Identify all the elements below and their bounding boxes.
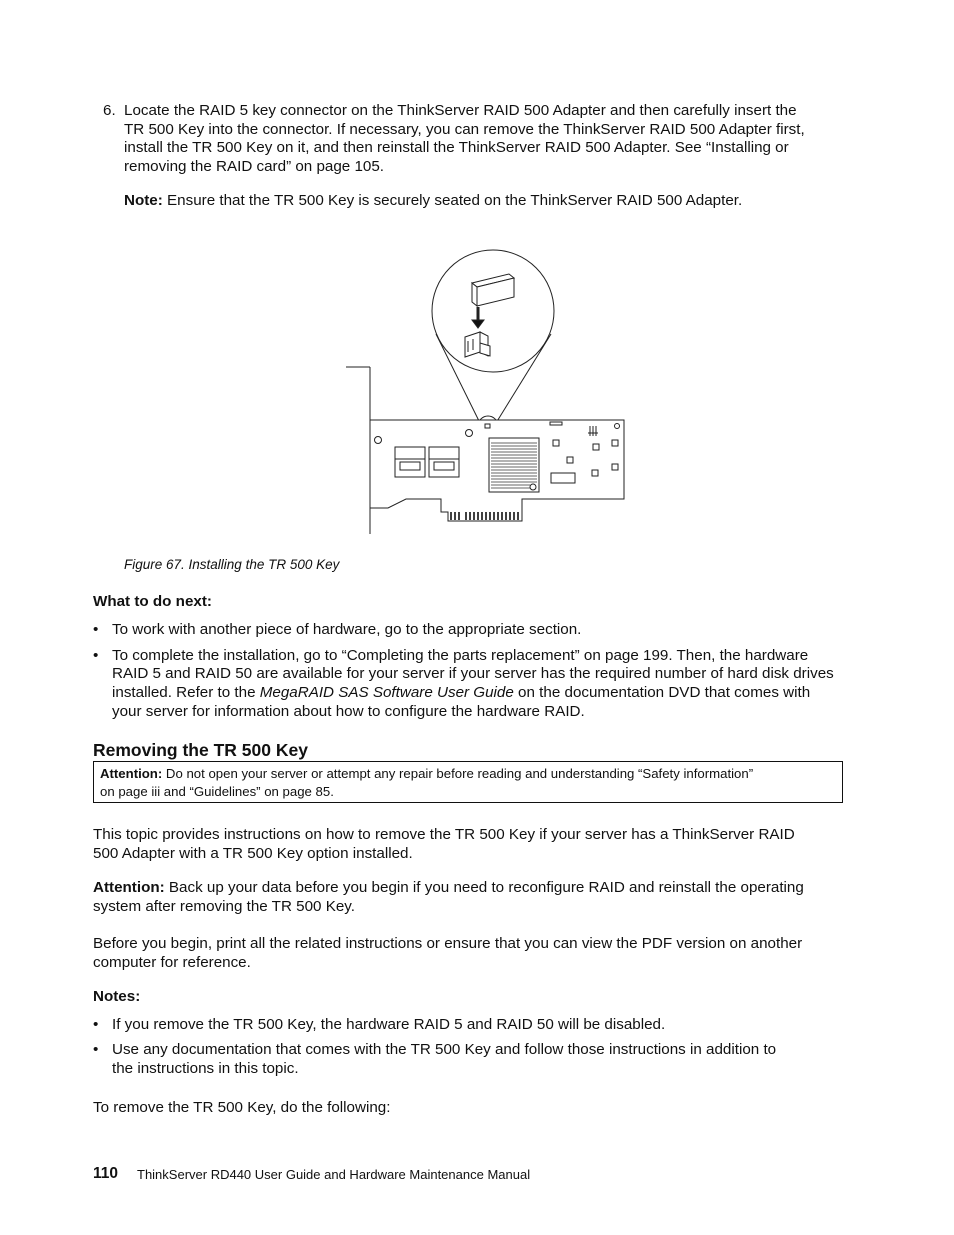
header-pins: [550, 422, 562, 425]
chip: [551, 473, 575, 483]
chip: [592, 470, 598, 476]
notes-heading: Notes:: [93, 988, 141, 1005]
chip: [553, 440, 559, 446]
key-connector-on-card: [485, 424, 490, 428]
text-run: on the documentation DVD that comes with: [513, 684, 811, 701]
bullet-dot: •: [93, 1041, 99, 1058]
before-line-2: computer for reference.: [93, 954, 251, 971]
step6-line-1: Locate the RAID 5 key connector on the ThinkServer RAID 500 Adapter and then carefully insert the: [124, 102, 797, 119]
step-number: 6.: [103, 102, 116, 119]
chip: [593, 444, 599, 450]
attention-line-1: Do not open your server or attempt any repair before reading and understanding “Safety information”: [162, 766, 754, 781]
note-text: Ensure that the TR 500 Key is securely seated on the ThinkServer RAID 500 Adapter.: [162, 192, 743, 209]
raid-key-connector: [465, 332, 490, 357]
attention-line-2: on page iii and “Guidelines” on page 85.: [100, 783, 334, 799]
section-heading: Removing the TR 500 Key: [93, 740, 308, 760]
attention-label: Attention:: [100, 766, 163, 781]
intro-line-2: 500 Adapter with a TR 500 Key option installed.: [93, 845, 413, 862]
what-next-bullet-2-line-3: [112, 684, 810, 703]
what-next-bullet-1: To work with another piece of hardware, go to the appropriate section.: [112, 621, 582, 638]
guide-title: MegaRAID SAS Software User Guide: [259, 684, 514, 701]
bullet-dot: •: [93, 621, 99, 638]
bullet-dot: •: [93, 1016, 99, 1033]
attention2-line-2: system after removing the TR 500 Key.: [93, 898, 355, 915]
attention2-label: Attention:: [93, 879, 165, 896]
what-next-bullet-2-line-4: your server for information about how to configure the hardware RAID.: [112, 703, 585, 720]
final-instruction: To remove the TR 500 Key, do the following:: [93, 1099, 391, 1116]
what-next-bullet-2-line-1: To complete the installation, go to “Completing the parts replacement” on page 199. Then, the hardware: [112, 647, 809, 664]
chip: [612, 464, 618, 470]
tr500-key: [472, 274, 514, 306]
figure-caption: Figure 67. Installing the TR 500 Key: [124, 557, 340, 572]
bullet-dot: •: [93, 647, 99, 664]
step6-line-2: TR 500 Key into the connector. If necessary, you can remove the ThinkServer RAID 500 Adapter first,: [124, 121, 805, 138]
attention2-line-1: [93, 879, 804, 898]
sas-connector-1: [395, 447, 425, 477]
footer-title: ThinkServer RD440 User Guide and Hardware Maintenance Manual: [137, 1167, 531, 1182]
note-label: Note:: [124, 192, 163, 209]
magnifier-circle: [432, 250, 554, 372]
what-next-heading: What to do next:: [93, 593, 212, 610]
jumper-block: [588, 426, 598, 436]
notes-bullet-2-line-2: the instructions in this topic.: [112, 1060, 299, 1077]
what-next-bullet-2-line-2: RAID 5 and RAID 50 are available for your server if your server has the required number of hard disk drives: [112, 665, 834, 682]
page-number: 110: [93, 1165, 119, 1182]
attention-box-text: [100, 765, 830, 800]
zoom-line-right: [496, 334, 551, 423]
insert-arrow: [472, 307, 484, 328]
intro-line-1: This topic provides instructions on how to remove the TR 500 Key if your server has a ThinkServer RAID: [93, 826, 795, 843]
step6-line-4: removing the RAID card” on page 105.: [124, 158, 385, 175]
before-line-1: Before you begin, print all the related instructions or ensure that you can view the PDF version on another: [93, 935, 803, 952]
text-run: Back up your data before you begin if you need to reconfigure RAID and reinstall the operating: [164, 879, 804, 896]
sas-connector-2: [429, 447, 459, 477]
notes-bullet-2-line-1: Use any documentation that comes with the TR 500 Key and follow those instructions in addition to: [112, 1041, 777, 1058]
text-run: installed. Refer to the: [112, 684, 260, 701]
notes-bullet-1: If you remove the TR 500 Key, the hardware RAID 5 and RAID 50 will be disabled.: [112, 1016, 666, 1033]
step6-line-3: install the TR 500 Key on it, and then reinstall the ThinkServer RAID 500 Adapter. See “Installing or: [124, 139, 789, 156]
chip: [567, 457, 573, 463]
chip: [612, 440, 618, 446]
